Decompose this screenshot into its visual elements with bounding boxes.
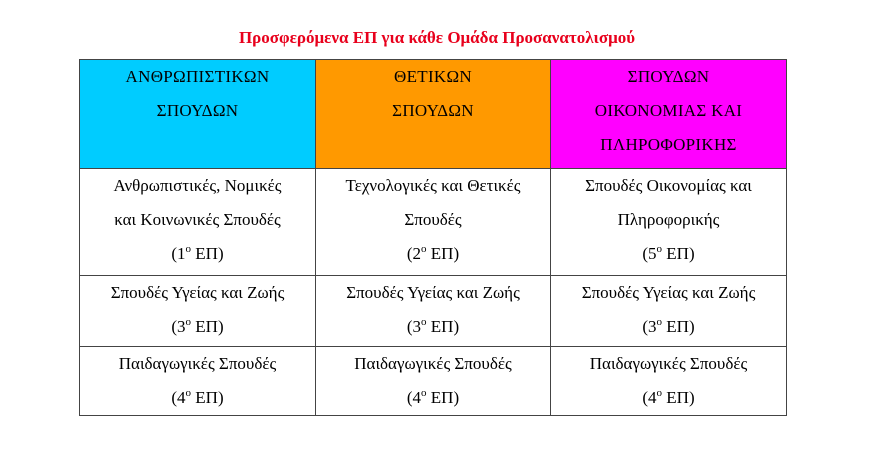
table-cell bbox=[551, 276, 787, 347]
header-line: ΘΕΤΙΚΩΝ bbox=[394, 67, 472, 86]
table-cell bbox=[80, 169, 316, 276]
cell-text: Σπουδές Οικονομίας και bbox=[585, 176, 752, 195]
table-cell bbox=[316, 347, 551, 416]
table-cell bbox=[551, 169, 787, 276]
table-row bbox=[80, 347, 787, 416]
field-number: 3 bbox=[177, 317, 186, 336]
header-line: ΑΝΘΡΩΠΙΣΤΙΚΩΝ bbox=[125, 67, 270, 86]
table-row bbox=[80, 169, 787, 276]
field-suffix: ΕΠ) bbox=[191, 244, 224, 263]
cell-text: Τεχνολογικές και Θετικές bbox=[345, 176, 521, 195]
header-line: ΟΙΚΟΝΟΜΙΑΣ ΚΑΙ bbox=[594, 101, 743, 120]
cell-text: Σπουδές Υγείας και Ζωής bbox=[346, 283, 520, 302]
ordinal-mark: ο bbox=[656, 387, 663, 399]
table-cell bbox=[551, 347, 787, 416]
field-number: 2 bbox=[412, 244, 422, 263]
cell-text: Σπουδές Υγείας και Ζωής bbox=[110, 283, 285, 302]
field-suffix: ΕΠ) bbox=[426, 317, 460, 336]
field-suffix: ΕΠ) bbox=[662, 244, 695, 263]
cell-text: Σπουδές bbox=[404, 210, 462, 229]
ordinal-mark: ο bbox=[656, 316, 663, 328]
field-number: 4 bbox=[412, 388, 422, 407]
cell-text: Σπουδές Υγείας και Ζωής bbox=[581, 283, 756, 302]
cell-code: ($2^o$ ΕΠ) bbox=[406, 243, 460, 263]
field-number: 5 bbox=[648, 244, 657, 263]
ordinal-mark: ο bbox=[421, 316, 427, 328]
field-suffix: ΕΠ) bbox=[662, 388, 695, 407]
orientation-groups-table bbox=[79, 59, 787, 416]
cell-text: Παιδαγωγικές Σπουδές bbox=[589, 354, 748, 373]
field-suffix: ΕΠ) bbox=[191, 317, 224, 336]
cell-text: Παιδαγωγικές Σπουδές bbox=[354, 354, 512, 373]
header-row bbox=[80, 60, 787, 169]
cell-text: Ανθρωπιστικές, Νομικές bbox=[113, 176, 282, 195]
cell-code: ($5^o$ ΕΠ) bbox=[642, 243, 695, 263]
header-humanities bbox=[80, 60, 316, 169]
cell-text: και Κοινωνικές Σπουδές bbox=[114, 210, 281, 229]
field-suffix: ΕΠ) bbox=[191, 388, 224, 407]
cell-text: Πληροφορικής bbox=[617, 210, 720, 229]
ordinal-mark: ο bbox=[185, 243, 192, 255]
cell-text: Παιδαγωγικές Σπουδές bbox=[118, 354, 277, 373]
header-sciences bbox=[316, 60, 551, 169]
field-number: 3 bbox=[648, 317, 657, 336]
field-suffix: ΕΠ) bbox=[662, 317, 695, 336]
field-number: 4 bbox=[177, 388, 186, 407]
cell-code: ($3^o$ ΕΠ) bbox=[406, 316, 460, 336]
ordinal-mark: ο bbox=[656, 243, 663, 255]
field-number: 3 bbox=[412, 317, 422, 336]
header-line: ΠΛΗΡΟΦΟΡΙΚΗΣ bbox=[600, 135, 737, 154]
cell-code: ($4^o$ ΕΠ) bbox=[642, 387, 695, 407]
field-suffix: ΕΠ) bbox=[426, 244, 460, 263]
cell-code: ($4^o$ ΕΠ) bbox=[406, 387, 460, 407]
header-line: ΣΠΟΥΔΩΝ bbox=[627, 67, 710, 86]
field-suffix: ΕΠ) bbox=[426, 388, 460, 407]
header-line: ΣΠΟΥΔΩΝ bbox=[156, 101, 239, 120]
table-cell bbox=[80, 347, 316, 416]
cell-code: ($4^o$ ΕΠ) bbox=[171, 387, 224, 407]
ordinal-mark: ο bbox=[185, 387, 192, 399]
header-economics bbox=[551, 60, 787, 169]
header-line: ΣΠΟΥΔΩΝ bbox=[392, 101, 474, 120]
cell-code: ($3^o$ ΕΠ) bbox=[171, 316, 224, 336]
field-number: 1 bbox=[177, 244, 186, 263]
cell-code: ($1^o$ ΕΠ) bbox=[171, 243, 224, 263]
table-cell bbox=[316, 276, 551, 347]
field-number: 4 bbox=[648, 388, 657, 407]
ordinal-mark: ο bbox=[421, 243, 427, 255]
table-cell bbox=[80, 276, 316, 347]
ordinal-mark: ο bbox=[421, 387, 427, 399]
table-row bbox=[80, 276, 787, 347]
ordinal-mark: ο bbox=[185, 316, 192, 328]
cell-code: ($3^o$ ΕΠ) bbox=[642, 316, 695, 336]
table-cell bbox=[316, 169, 551, 276]
page-title: Προσφερόμενα ΕΠ για κάθε Ομάδα Προσανατολισμού bbox=[238, 28, 636, 47]
